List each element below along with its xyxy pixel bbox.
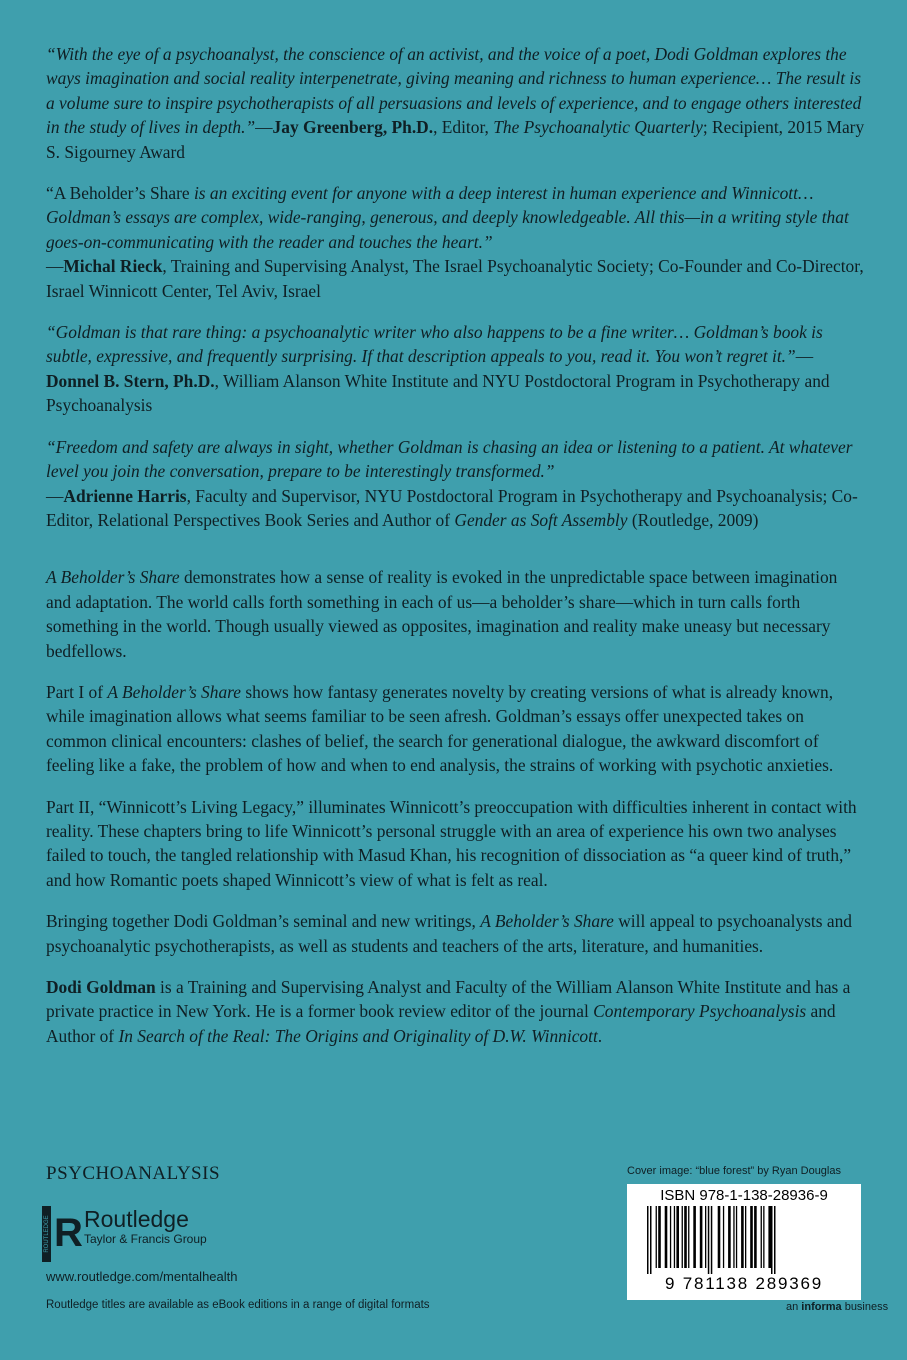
barcode-bar — [736, 1206, 737, 1268]
publisher-website[interactable]: www.routledge.com/mentalhealth — [46, 1269, 238, 1284]
quote-title: “A Beholder’s Share — [46, 183, 190, 204]
quote-author: Donnel B. Stern, Ph.D. — [46, 370, 215, 391]
barcode-bar — [674, 1206, 675, 1268]
barcode-bar — [723, 1206, 724, 1268]
quote-text: “With the eye of a psychoanalyst, the conscience of an activist, and the voice of a poet, Dodi Goldman explores the ways imagination and social reality interpenetrate, giving meaning and richness to human experience… The result is a volume sure to inspire psychotherapists of all persuasions and levels of experience, and to engage others interested in the study of lives in depth.” — [46, 44, 862, 138]
barcode-bar — [708, 1206, 710, 1274]
quote-text: “Freedom and safety are always in sight, whether Goldman is chasing an idea or listening to a patient. At whatever level you join the conversation, prepare to be interestingly transformed.” — [46, 436, 853, 482]
cover-credit: Cover image: “blue forest” by Ryan Douglas — [627, 1165, 841, 1177]
isbn-label: ISBN 978-1-138-28936-9 — [660, 1187, 828, 1204]
quote-text: is an exciting event for anyone with a deep interest in human experience and Winnicott… Goldman’s essays are complex, wide-ranging, generous, and deeply knowledgeable. All this—in a writing style that goes-on-communicating with the reader and touches the heart.” — [46, 183, 849, 252]
barcode-bar — [728, 1206, 731, 1268]
publisher-group: Taylor & Francis Group — [84, 1232, 207, 1246]
endorsement-greenberg: “With the eye of a psychoanalyst, the conscience of an activist, and the voice of a poet, Dodi Goldman explores the ways imagination and social reality interpenetrate, giving meaning and richness to human experience… The result is a volume sure to inspire psychotherapists of all persuasions and levels of experience, and to engage others interested in the study of lives in depth.”—Jay Greenberg, Ph.D., Editor, The Psychoanalytic Quarterly; Recipient, 2015 Mary S. Sigourney Award — [46, 44, 865, 162]
informa-brand: informa — [801, 1301, 842, 1313]
isbn-barcode — [627, 1184, 861, 1300]
publisher-name: Routledge — [84, 1206, 189, 1232]
quote-author: Jay Greenberg, Ph.D. — [272, 117, 434, 138]
barcode-bar — [684, 1206, 687, 1268]
author-bio: Dodi Goldman is a Training and Supervising Analyst and Faculty of the William Alanson White Institute and has a private practice in New York. He is a former book review editor of the journal Contemporary Psychoanalysis and Author of In Search of the Real: The Origins and Originality of D.W. Winnicott. — [46, 977, 851, 1046]
barcode-bar — [700, 1206, 703, 1268]
barcode-bar — [750, 1206, 753, 1268]
barcode-bar — [745, 1206, 746, 1268]
barcode-bar — [771, 1206, 773, 1274]
author-name: Dodi Goldman — [46, 977, 156, 997]
svg-text:ROUTLEDGE: ROUTLEDGE — [44, 1215, 51, 1253]
endorsement-stern: “Goldman is that rare thing: a psychoanalytic writer who also happens to be a fine writer… Goldman’s book is subtle, expressive, and frequently surprising. If that description appeals to you, read it. You won’t regret it.”—Donnel B. Stern, Ph.D., William Alanson White Institute and NYU Postdoctoral Program in Psychotherapy and Psychoanalysis — [46, 322, 830, 416]
barcode-bar — [682, 1206, 683, 1268]
barcode-bar — [647, 1206, 649, 1274]
barcode-bar — [665, 1206, 668, 1268]
routledge-logo-icon — [42, 1206, 82, 1262]
barcode-bar — [718, 1206, 721, 1268]
subject-category: PSYCHOANALYSIS — [46, 1163, 221, 1184]
barcode-bar — [741, 1206, 744, 1268]
quote-text: “Goldman is that rare thing: a psychoanalytic writer who also happens to be a fine writer… Goldman’s book is subtle, expressive, and frequently surprising. If that description appeals to you, read it. You won’t regret it.” — [46, 322, 823, 367]
barcode-bar — [656, 1206, 657, 1268]
barcode-bar — [761, 1206, 762, 1268]
ebook-note: Routledge titles are available as eBook editions in a range of digital formats — [46, 1299, 430, 1311]
description-paragraph-4: Bringing together Dodi Goldman’s seminal and new writings, A Beholder’s Share will appeal to psychoanalysts and psychoanalytic psychotherapists, as well as students and teachers of the arts, literature, and humanities. — [46, 911, 852, 956]
back-cover-text — [46, 42, 866, 1065]
routledge-logo — [42, 1206, 272, 1262]
barcode-bar — [733, 1206, 734, 1268]
barcode-bar — [658, 1206, 661, 1268]
quote-author: Michal Rieck — [63, 256, 163, 277]
informa-tagline: an informa business — [786, 1301, 889, 1313]
barcode-bar — [693, 1206, 696, 1268]
barcode-bar — [650, 1206, 652, 1274]
svg-text:R: R — [54, 1211, 82, 1255]
barcode-bar — [705, 1206, 706, 1268]
barcode-bar — [711, 1206, 713, 1274]
barcode-bar — [763, 1206, 764, 1268]
barcode-bar — [670, 1206, 671, 1268]
endorsement-rieck: “A Beholder’s Share is an exciting event for anyone with a deep interest in human experience and Winnicott… Goldman’s essays are complex, wide-ranging, generous, and deeply knowledgeable. All this—in a writing style that goes-on-communicating with the reader and touches the heart.” —Michal Rieck, Training and Supervising Analyst, The Israel Psychoanalytic Society; Co-Founder and Co-Director, Israel Winnicott Center, Tel Aviv, Israel — [46, 183, 864, 301]
description-paragraph-3: Part II, “Winnicott’s Living Legacy,” illuminates Winnicott’s preoccupation with difficulties inherent in contact with reality. These chapters bring to life Winnicott’s personal struggle with an area of experience his own two analyses failed to touch, the tangled relationship with Masud Khan, his recognition of dissociation as “a queer kind of truth,” and how Romantic poets shaped Winnicott’s view of what is felt as real. — [46, 796, 857, 890]
description-paragraph-1: A Beholder’s Share demonstrates how a sense of reality is evoked in the unpredictable space between imagination and adaptation. The world calls forth something in each of us—a beholder’s share—which in turn calls forth something in the world. Though usually viewed as opposites, imagination and reality make uneasy but necessary bedfellows. — [46, 567, 838, 661]
barcode-bar — [768, 1206, 771, 1268]
barcode-bar — [688, 1206, 689, 1268]
barcode-bar — [774, 1206, 776, 1274]
barcode-digits: 9 781138 289369 — [664, 1274, 824, 1293]
barcode-bar — [754, 1206, 757, 1268]
description-paragraph-2: Part I of A Beholder’s Share shows how fantasy generates novelty by creating versions of what is already known, while imagination allows what seems familiar to be seen afresh. Goldman’s essays offer unexpected takes on common clinical encounters: clashes of belief, the search for generational dialogue, the awkward discomfort of feeling like a fake, the problem of how and when to end analysis, the strains of working with psychotic anxieties. — [46, 681, 834, 776]
barcode-bars — [635, 1206, 853, 1274]
quote-author: Adrienne Harris — [63, 485, 187, 506]
barcode-bar — [676, 1206, 679, 1268]
endorsement-harris: “Freedom and safety are always in sight, whether Goldman is chasing an idea or listening to a patient. At whatever level you join the conversation, prepare to be interestingly transformed.” —Adrienne Harris, Faculty and Supervisor, NYU Postdoctoral Program in Psychotherapy and Psychoanalysis; Co-Editor, Relational Perspectives Book Series and Author of Gender as Soft Assembly (Routledge, 2009) — [46, 436, 858, 530]
